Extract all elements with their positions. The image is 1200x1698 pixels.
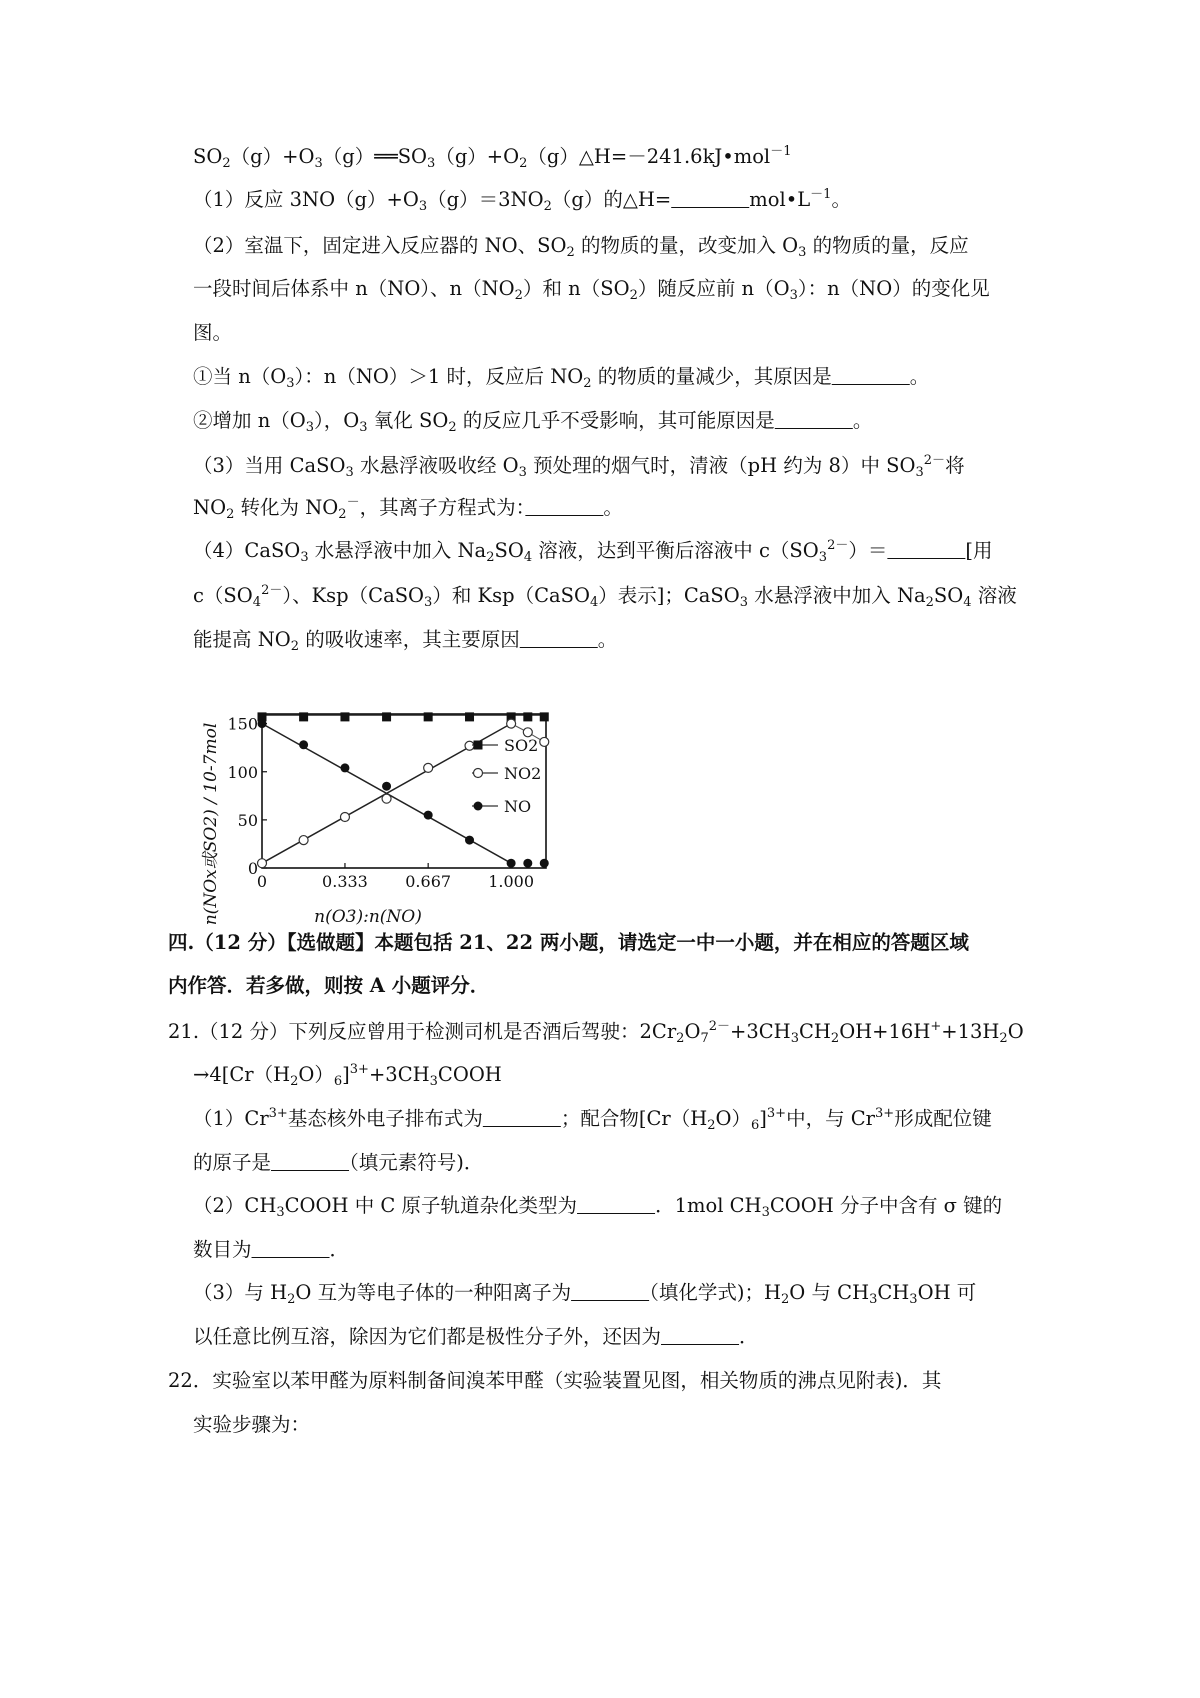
data-point-no	[507, 859, 516, 868]
data-point-no2	[340, 812, 349, 821]
question-21-part-2-line-2: 数目为 ．	[193, 1238, 350, 1261]
data-point-no	[523, 859, 532, 868]
data-point-so2	[523, 712, 532, 721]
chart	[200, 712, 580, 942]
section-heading-line-2: 内作答．若多做，则按 A 小题评分．	[168, 974, 490, 997]
question-21-part-3-line-2: 以任意比例互溶，除因为它们都是极性分子外，还因为 ．	[193, 1325, 759, 1348]
question-3-line-2: $NO_2$ 转化为 $NO_2^-$，其离子方程式为： 。	[193, 495, 623, 522]
data-point-so2	[424, 712, 433, 721]
question-4-line-2: $c(SO_4^{2-})$、Ksp（CaSO$_3$）和 Ksp（CaSO$_4$）表示]；CaSO$_3$ 水悬浮液中加入 $Na_2SO_4$ 溶液	[193, 583, 1017, 610]
x-tick-label: 1.000	[488, 872, 535, 891]
question-2-part-1: ①当 $n(O_3)$：n（NO）＞1 时，反应后 $NO_2$ 的物质的量减少，其原因是 。	[193, 365, 930, 391]
data-point-no	[540, 859, 549, 868]
question-2-line-3: 图。	[193, 321, 233, 344]
x-tick-label: 0	[256, 872, 268, 891]
question-4-line-1: （4）CaSO$_3$ 水悬浮液中加入 $Na_2SO_4$ 溶液，达到平衡后溶液中 $c(SO_3^{2-})=$ [用	[193, 538, 993, 565]
data-point-no	[382, 782, 391, 791]
question-2-part-2: ②增加 $n(O_3)$，$O_3$ 氧化 $SO_2$ 的反应几乎不受影响，其可能原因是 。	[193, 409, 873, 435]
data-point-no2	[382, 794, 391, 803]
question-4-line-3: 能提高 $NO_2$ 的吸收速率，其主要原因 。	[193, 628, 618, 654]
data-point-so2	[299, 712, 308, 721]
section-heading-line-1: 四.（12 分）【选做题】本题包括 21、22 两小题，请选定一中一小题，并在相应的答题区域	[168, 931, 969, 954]
question-3-line-1: （3）当用 CaSO$_3$ 水悬浮液吸收经 $O_3$ 预处理的烟气时，清液（pH 约为 8）中 $SO_3^{2-}$将	[193, 453, 965, 480]
legend-label-so2: SO2	[504, 736, 539, 755]
question-2-line-2: 一段时间后体系中 n（NO）、$n(NO_2)$和 $n(SO_2)$随反应前 $n(O_3)$：n（NO）的变化见	[193, 277, 990, 303]
data-point-so2	[382, 712, 391, 721]
data-point-no2	[258, 859, 267, 868]
x-axis-label: n(O3):n(NO)	[314, 907, 422, 927]
y-tick-label: 100	[227, 762, 258, 782]
equation-line: $SO_2(g)+O_3(g)══SO_3(g)+O_2(g)\triangle H=-241.6kJ•mol^{-1}$	[193, 144, 792, 171]
question-21-part-3-line-1: （3）与 $H_2O$ 互为等电子体的一种阳离子为 （填化学式)；$H_2O$ 与 $CH_3CH_3OH$ 可	[193, 1281, 977, 1307]
data-point-so2	[540, 712, 549, 721]
question-2-line-1: （2）室温下，固定进入反应器的 NO、$SO_2$ 的物质的量，改变加入 $O_3$ 的物质的量，反应	[193, 234, 969, 260]
y-tick-label: 150	[227, 714, 258, 734]
y-axis-label: n(NOx或SO2) / 10-7mol	[201, 722, 221, 926]
data-point-no2	[465, 741, 474, 750]
data-point-no	[299, 740, 308, 749]
data-point-no	[258, 719, 267, 728]
question-1: （1）反应 $3NO(g)+O_3(g)=3NO_2(g)$的△H= $mol•L^{-1}$。	[193, 187, 851, 214]
legend-label-no2: NO2	[504, 764, 542, 783]
data-point-so2	[340, 712, 349, 721]
y-tick-label: 50	[237, 810, 258, 830]
question-21-stem-2: $\to 4[Cr(H_2O)_6]^{3+}+3CH_3COOH$	[193, 1062, 502, 1089]
data-point-no	[465, 836, 474, 845]
x-tick-label: 0.333	[322, 872, 368, 891]
question-22-stem-2: 实验步骤为：	[193, 1413, 311, 1436]
x-tick-label: 0.667	[405, 872, 452, 891]
y-tick-label: 0	[247, 859, 258, 878]
data-point-no	[424, 811, 433, 820]
data-point-no2	[540, 737, 549, 746]
question-21-part-1-line-2: 的原子是 （填元素符号)．	[193, 1151, 484, 1174]
data-point-no2	[299, 836, 308, 845]
data-point-so2	[465, 712, 474, 721]
legend-marker-no2	[474, 769, 483, 778]
data-point-no2	[507, 719, 516, 728]
data-point-no2	[424, 763, 433, 772]
question-21-part-2-line-1: $(2)CH_3COOH$ 中 C 原子轨道杂化类型为 ．1mol $CH_3COOH$ 分子中含有 σ 键的	[193, 1194, 1003, 1220]
question-22-stem-1: 22．实验室以苯甲醛为原料制备间溴苯甲醛（实验装置见图，相关物质的沸点见附表)．其	[168, 1369, 942, 1392]
question-21-part-1-line-1: $(1)Cr^{3+}$基态核外电子排布式为 ；配合物$[Cr(H_2O)_6]^{3+}$中，与 $Cr^{3+}$形成配位键	[193, 1106, 992, 1133]
legend-marker-no	[474, 802, 483, 811]
data-point-no	[340, 763, 349, 772]
legend-label-no: NO	[504, 797, 532, 816]
question-21-stem-1: 21.（12 分）下列反应曾用于检测司机是否酒后驾驶：$2Cr_2O_7^{2-}+3CH_3CH_2OH+16H^++13H_2O$	[168, 1019, 1024, 1046]
legend-marker-so2	[474, 741, 483, 750]
